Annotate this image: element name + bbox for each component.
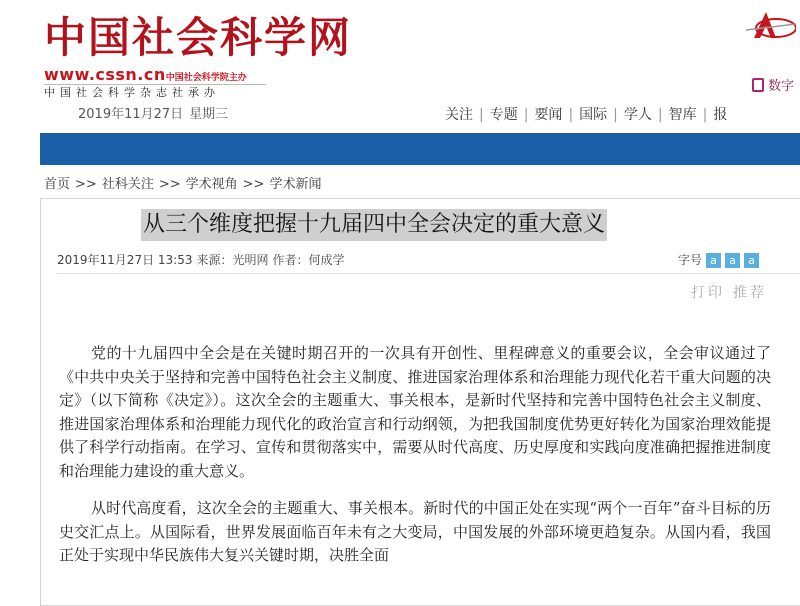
breadcrumb-xueshushijiao[interactable]: 学术视角 (185, 177, 238, 192)
article-body (59, 342, 771, 582)
logo-divider (44, 84, 266, 85)
article-source[interactable]: 光明网 (232, 253, 269, 267)
site-logo[interactable]: 中国社会科学网 (44, 13, 353, 62)
font-size-small-button[interactable]: a (744, 253, 759, 268)
main-nav-bar (40, 133, 800, 165)
site-publisher: 中国社会科学杂志社承办 (44, 86, 220, 99)
nav-item-xueren[interactable]: 学人 (623, 107, 652, 123)
article-datetime: 2019年11月27日 13:53 (57, 253, 193, 267)
meta-divider (57, 273, 800, 274)
article-paragraph: 从时代高度看，这次全会的主题重大、事关根本。新时代的中国正处在实现“两个一百年”奋斗目标的历史交汇点上。从国际看，世界发展面临百年未有之大变局，中国发展的外部环境更趋复杂。从国内看，我国正处于实现中华民族伟大复兴关键时期，决胜全面 (59, 499, 771, 564)
nav-item-guoji[interactable]: 国际 (579, 107, 608, 123)
nav-item-zhiku[interactable]: 智库 (668, 107, 697, 123)
nav-item-zhuanti[interactable]: 专题 (489, 107, 518, 123)
article-meta (57, 252, 349, 268)
font-size-medium-button[interactable]: a (725, 253, 740, 268)
nav-item-guanzhu[interactable]: 关注 (445, 107, 473, 123)
print-button[interactable]: 打印 (691, 285, 725, 301)
source-label: 来源： (196, 253, 233, 267)
date-line (78, 106, 234, 124)
recommend-button[interactable]: 推荐 (733, 285, 767, 301)
breadcrumb-xueshuxinwen[interactable]: 学术新闻 (269, 177, 322, 192)
partner-logo-icon[interactable] (746, 8, 796, 44)
breadcrumb-shekeguanzhu[interactable]: 社科关注 (101, 177, 154, 192)
digital-edition-link[interactable] (752, 78, 794, 96)
author-label: 作者： (272, 253, 309, 267)
font-size-large-button[interactable]: a (706, 253, 721, 268)
font-size-label: 字号 (678, 253, 703, 267)
article-tools (691, 284, 775, 302)
nav-item-yaowen[interactable]: 要闻 (534, 107, 563, 123)
breadcrumb: 首页 >> 社科关注 >> 学术视角 >> 学术新闻 (44, 177, 322, 192)
digital-edition-label: 数字 (768, 79, 795, 94)
book-icon (752, 78, 764, 92)
top-nav: 关注 | 专题 | 要闻 | 国际 | 学人 | 智库 | 报 (440, 106, 732, 124)
article-author: 何成学 (308, 253, 345, 267)
article-container (40, 198, 800, 606)
article-title: 从三个维度把握十九届四中全会决定的重大意义 (141, 209, 607, 241)
nav-item-bao[interactable]: 报 (713, 107, 728, 123)
font-size-controls (678, 252, 759, 268)
breadcrumb-home[interactable]: 首页 (44, 177, 71, 192)
site-sponsor: 中国社会科学院主办 (165, 73, 247, 83)
site-url: www.cssn.cn (44, 65, 166, 84)
current-weekday: 星期三 (189, 107, 229, 122)
article-paragraph: 党的十九届四中全会是在关键时期召开的一次具有开创性、里程碑意义的重要会议，全会审议通过了《中共中央关于坚持和完善中国特色社会主义制度、推进国家治理体系和治理能力现代化若干重大问题的决定》（以下简称《决定》）。这次全会的主题重大、事关根本，是新时代坚持和完善中国特色社会主义制度、推进国家治理体系和治理能力现代化的政治宣言和行动纲领，为把我国制度优势更好转化为国家治理效能提供了科学行动指南。在学习、宣传和贯彻落实中，需要从时代高度、历史厚度和实践向度准确把握推进制度和治理能力建设的重大意义。 (59, 344, 771, 480)
current-date: 2019年11月27日 (78, 107, 184, 122)
